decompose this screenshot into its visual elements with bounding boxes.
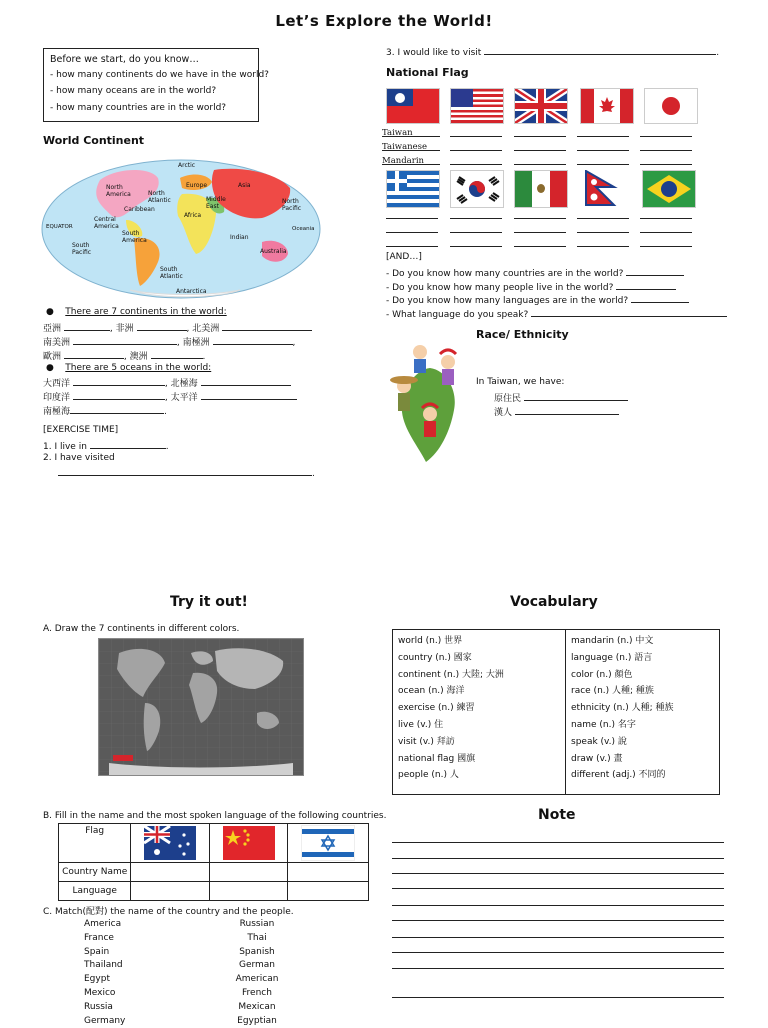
national-flag-heading: National Flag <box>386 66 469 79</box>
note-heading: Note <box>538 807 576 823</box>
map-label-europe: Europe <box>186 182 208 189</box>
ocean-label: 大西洋 <box>43 379 71 389</box>
exercise-heading: [EXERCISE TIME] <box>43 425 119 435</box>
country-table <box>58 823 369 901</box>
map-label-indian: Indian <box>230 234 249 241</box>
vocab-item: language (n.) 語言 <box>571 652 653 663</box>
continent-label: 南美洲 <box>43 338 71 348</box>
match-people[interactable]: German <box>238 960 276 971</box>
match-country[interactable]: Egypt <box>84 974 110 985</box>
map-label-south-pacific: South Pacific <box>72 242 92 256</box>
table-cell <box>131 824 210 863</box>
answer-blank[interactable] <box>201 389 297 400</box>
vocab-item: world (n.) 世界 <box>398 636 463 646</box>
match-country[interactable]: Russia <box>84 1001 113 1012</box>
oceans-intro: ● There are 5 oceans in the world: <box>46 363 212 373</box>
vocab-item: draw (v.) 畫 <box>571 753 623 764</box>
and-heading: [AND…] <box>386 252 422 262</box>
match-country[interactable]: France <box>84 932 114 943</box>
map-label-australia: Australia <box>260 248 287 255</box>
answer-blank[interactable] <box>90 438 166 449</box>
match-people[interactable]: Egyptian <box>237 1015 277 1026</box>
exercise-q2-line: . <box>58 465 315 482</box>
vocab-item: exercise (n.) 練習 <box>398 703 475 714</box>
vocabulary-heading: Vocabulary <box>510 594 598 610</box>
exercise-q2: 2. I have visited <box>43 453 115 463</box>
map-label-antarctica: Antarctica <box>176 288 207 295</box>
answer-blank[interactable] <box>73 389 165 400</box>
table-header-flag: Flag <box>59 824 131 863</box>
vocab-left-column <box>393 630 566 795</box>
vocab-item: visit (v.) 拜訪 <box>398 736 455 747</box>
japan-flag-image <box>644 88 698 124</box>
answer-blank[interactable] <box>58 465 312 476</box>
vocab-right-column <box>566 630 720 795</box>
before-heading: Before we start, do you know… <box>50 54 199 65</box>
table-cell <box>209 824 288 863</box>
answer-blank[interactable] <box>73 375 165 386</box>
try-it-c: C. Match(配對) the name of the country and the people. <box>43 907 294 917</box>
answer-blank[interactable] <box>616 279 676 290</box>
continent-label: 非洲 <box>115 324 134 334</box>
australia-flag-image <box>144 826 196 860</box>
answer-blank[interactable] <box>151 348 203 359</box>
continents-intro: ● There are 7 continents in the world: <box>46 307 227 317</box>
map-label-equator: EQUATOR <box>46 224 73 230</box>
continents-intro-text: There are 7 continents in the world: <box>65 307 227 317</box>
label-mandarin: Mandarin <box>382 156 425 166</box>
exercise-q3-text: 3. I would like to visit <box>386 48 482 58</box>
and-question-text: - Do you know how many countries are in the world? <box>386 269 624 279</box>
table-answer-cell[interactable] <box>131 882 210 901</box>
and-question-text: - Do you know how many people live in the world? <box>386 283 614 293</box>
answer-blank[interactable] <box>64 348 124 359</box>
answer-blank[interactable] <box>531 306 727 317</box>
vocabulary-table <box>392 629 720 795</box>
map-label-north-pacific: North Pacific <box>282 198 302 212</box>
and-question <box>386 306 727 323</box>
map-label-caribbean: Caribbean <box>124 206 155 213</box>
continents-row: 歐洲 , 澳洲 . <box>43 348 205 365</box>
map-label-arctic: Arctic <box>178 162 196 169</box>
vocab-item: ethnicity (n.) 人種; 種族 <box>571 703 674 714</box>
vocab-item: continent (n.) 大陸; 大洲 <box>398 669 504 680</box>
table-answer-cell[interactable] <box>288 882 369 901</box>
vocab-item: mandarin (n.) 中文 <box>571 636 654 646</box>
oceans-row: 南極海 . <box>43 403 167 420</box>
map-label-middle-east: Middle East <box>206 196 226 210</box>
match-people[interactable]: French <box>242 987 272 998</box>
table-cell <box>288 824 369 863</box>
vocab-item: speak (v.) 說 <box>571 736 627 747</box>
answer-blank[interactable] <box>213 334 293 345</box>
ocean-label: 南極海 <box>43 407 71 417</box>
try-it-b: B. Fill in the name and the most spoken language of the following countries. <box>43 811 387 821</box>
taiwan-people-illustration <box>384 340 468 464</box>
taiwan-flag-image <box>386 88 440 124</box>
answer-blank[interactable] <box>137 320 187 331</box>
try-it-a: A. Draw the 7 continents in different colors. <box>43 624 240 634</box>
continent-label: 歐洲 <box>43 352 62 362</box>
match-people[interactable]: Spanish <box>239 946 275 957</box>
label-taiwanese: Taiwanese <box>382 142 428 152</box>
continents-row: 南美洲 , 南極洲 , <box>43 334 295 351</box>
flag-row-labels <box>382 126 440 168</box>
map-label-asia: Asia <box>238 182 251 189</box>
answer-blank[interactable] <box>222 320 312 331</box>
world-continent-heading: World Continent <box>43 134 145 147</box>
table-answer-cell[interactable] <box>131 863 210 882</box>
table-answer-cell[interactable] <box>288 863 369 882</box>
israel-flag-image <box>301 825 355 861</box>
ocean-label: 北極海 <box>170 379 198 389</box>
continent-label: 澳洲 <box>129 352 148 362</box>
before-item: - how many continents do we have in the world? <box>50 69 269 80</box>
vocab-item: country (n.) 國家 <box>398 652 472 663</box>
match-country[interactable]: America <box>84 919 122 929</box>
vocab-item: national flag 國旗 <box>398 753 476 764</box>
table-header-language: Language <box>59 882 131 901</box>
match-people[interactable]: Thai <box>247 932 267 943</box>
race-item-label: 原住民 <box>494 394 522 404</box>
answer-blank[interactable] <box>515 404 619 415</box>
map-label-north-america: North America <box>106 184 131 198</box>
oceans-row: 印度洋 , 太平洋 <box>43 389 297 406</box>
vocab-item: race (n.) 人種; 種族 <box>571 686 654 697</box>
oceans-intro-text: There are 5 oceans in the world: <box>65 363 212 373</box>
and-question-text: - Do you know how many languages are in the world? <box>386 296 629 306</box>
map-label-central-america: Central America <box>94 216 119 230</box>
map-label-africa: Africa <box>184 212 202 219</box>
answer-blank[interactable] <box>64 320 110 331</box>
match-peoples <box>222 918 292 1028</box>
greece-flag-image <box>386 170 440 208</box>
uk-flag-image <box>514 88 568 124</box>
before-item: - how many oceans are in the world? <box>50 86 217 96</box>
before-item: - how many countries are in the world? <box>50 102 227 113</box>
china-flag-image <box>223 826 275 860</box>
exercise-q1: 1. I live in . <box>43 438 169 455</box>
race-item-label: 漢人 <box>494 408 513 418</box>
answer-blank[interactable] <box>631 292 689 303</box>
map-label-south-america: South America <box>122 230 147 244</box>
race-heading: Race/ Ethnicity <box>476 328 569 341</box>
canada-flag-image <box>580 88 634 124</box>
race-intro: In Taiwan, we have: <box>476 377 565 387</box>
exercise-q3: 3. I would like to visit . <box>386 44 719 61</box>
and-question-text: - What language do you speak? <box>386 310 529 320</box>
korea-flag-image <box>450 170 504 208</box>
vocab-item: different (adj.) 不同的 <box>571 770 666 781</box>
vocab-item: live (v.) 住 <box>398 719 444 730</box>
answer-blank[interactable] <box>626 265 684 276</box>
map-label-south-atlantic: South Atlantic <box>160 266 183 280</box>
match-country[interactable]: Thailand <box>84 960 123 971</box>
answer-blank[interactable] <box>70 403 164 414</box>
mexico-flag-image <box>514 170 568 208</box>
vocab-item: people (n.) 人 <box>398 770 459 781</box>
table-header-country-name: Country Name <box>59 863 131 882</box>
match-countries <box>84 918 125 1028</box>
vocab-item: name (n.) 名字 <box>571 719 636 730</box>
oceans-row: 大西洋 , 北極海 <box>43 375 291 392</box>
answer-blank[interactable] <box>73 334 177 345</box>
brazil-flag-image <box>642 170 696 208</box>
match-people[interactable]: American <box>235 974 279 985</box>
match-country[interactable]: Mexico <box>84 987 116 998</box>
ocean-label: 太平洋 <box>170 393 198 403</box>
continent-label: 南極洲 <box>182 338 210 348</box>
answer-blank[interactable] <box>524 390 628 401</box>
match-people[interactable]: Russian <box>239 919 275 929</box>
map-label-north-atlantic: North Atlantic <box>148 190 171 204</box>
try-it-heading: Try it out! <box>170 594 248 610</box>
match-country[interactable]: Spain <box>84 946 110 957</box>
vocab-item: ocean (n.) 海洋 <box>398 686 465 697</box>
table-answer-cell[interactable] <box>209 863 288 882</box>
race-item <box>494 404 619 421</box>
nepal-flag-image <box>584 170 624 206</box>
vocab-item: color (n.) 顏色 <box>571 669 633 680</box>
table-answer-cell[interactable] <box>209 882 288 901</box>
match-country[interactable]: Germany <box>84 1015 126 1026</box>
before-box <box>43 48 269 122</box>
page-title: Let’s Explore the World! <box>275 12 493 30</box>
ocean-label: 印度洋 <box>43 393 71 403</box>
usa-flag-image <box>450 88 504 124</box>
label-taiwan: Taiwan <box>382 128 413 138</box>
answer-blank[interactable] <box>201 375 291 386</box>
world-map <box>40 158 322 300</box>
match-people[interactable]: Mexican <box>238 1001 276 1012</box>
exercise-q1-text: 1. I live in <box>43 442 87 452</box>
blank-world-map <box>98 638 304 776</box>
map-label-oceania: Oceania <box>292 226 315 232</box>
continent-label: 亞洲 <box>43 324 62 334</box>
continent-label: 北美洲 <box>192 324 220 334</box>
continents-row: 亞洲 , 非洲 , 北美洲 <box>43 320 312 337</box>
answer-blank[interactable] <box>484 44 716 55</box>
